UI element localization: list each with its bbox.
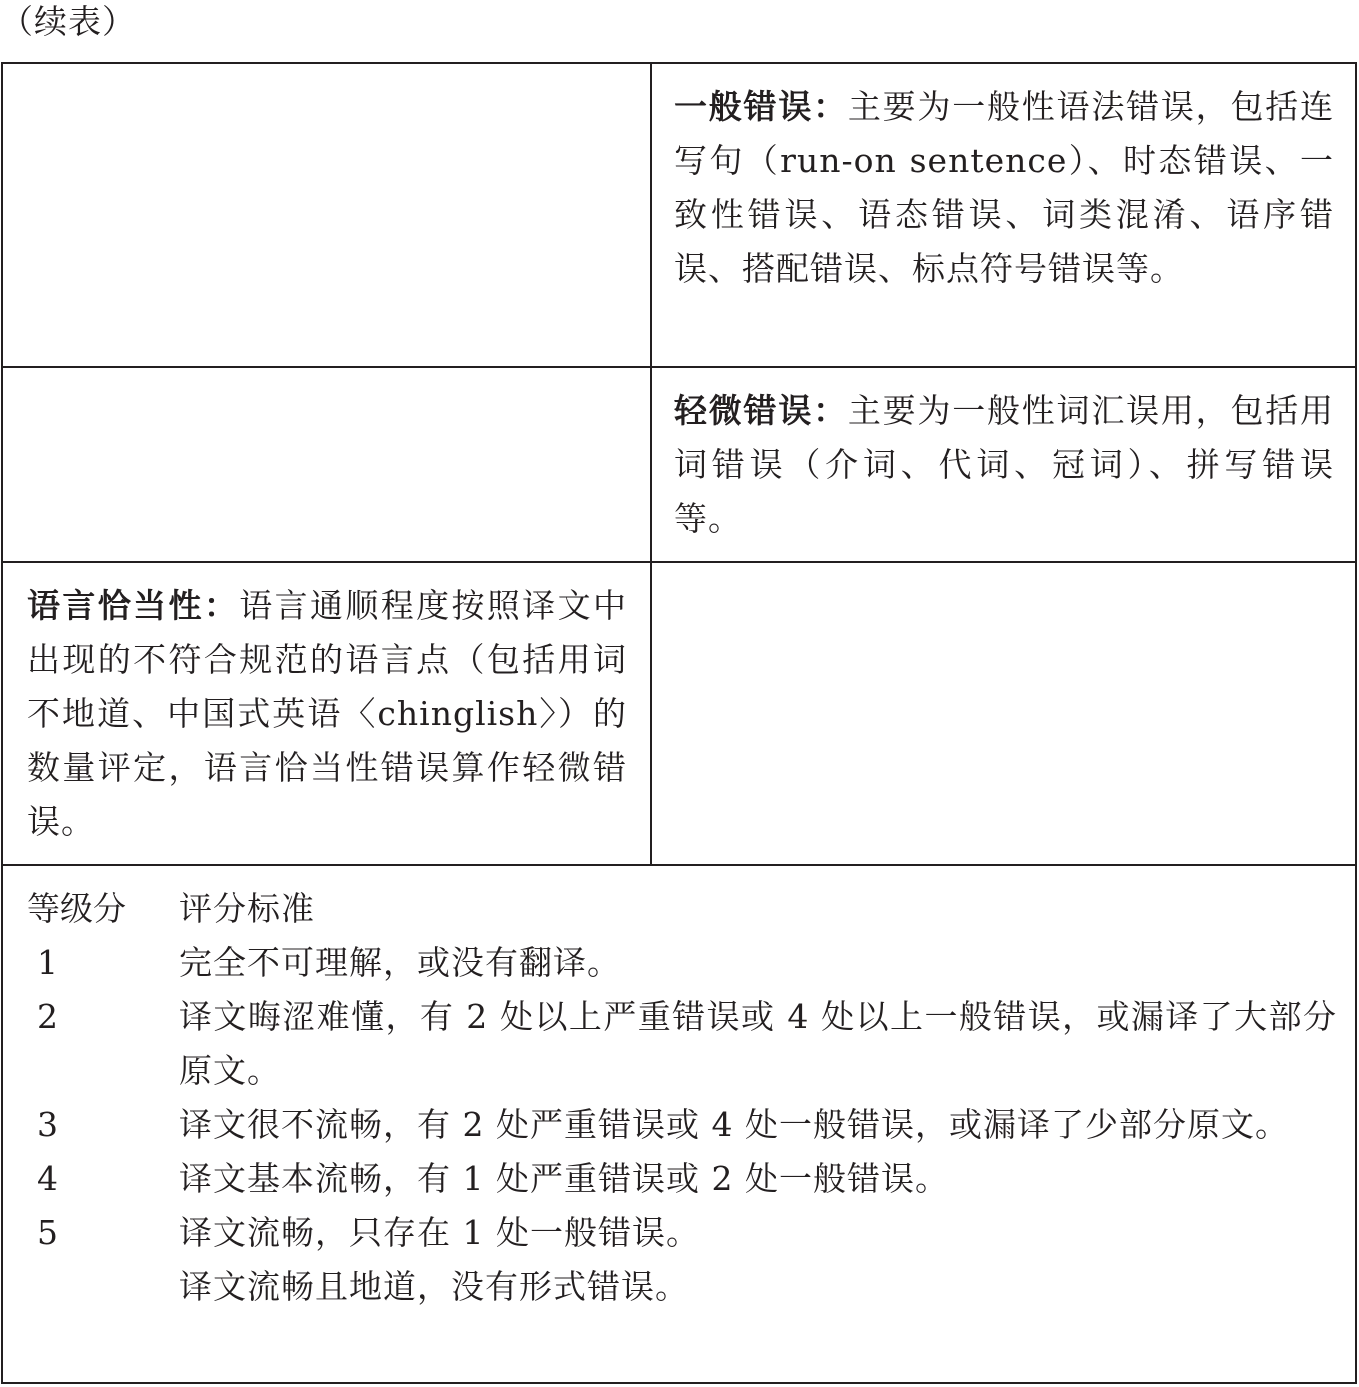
language-appropriateness-cell: [27, 579, 627, 849]
grade-level: 2: [37, 997, 58, 1036]
grade-criteria: 译文流畅，只存在 1 处一般错误。: [179, 1213, 700, 1252]
grade-criteria: 译文基本流畅，有 1 处严重错误或 2 处一般错误。: [179, 1159, 949, 1198]
grade-criteria: 完全不可理解，或没有翻译。: [179, 943, 621, 982]
grade-row: [27, 1260, 1337, 1314]
grade-criteria: 译文很不流畅，有 2 处严重错误或 4 处一般错误，或漏译了少部分原文。: [179, 1105, 1289, 1144]
row-divider: [3, 366, 1355, 368]
grade-level-header: 等级分: [27, 889, 126, 928]
minor-error-term: 轻微错误：: [674, 391, 848, 430]
language-appropriateness-description: 语言通顺程度按照译文中出现的不符合规范的语言点（包括用词不地道、中国式英语〈chinglish〉）的数量评定，语言恰当性错误算作轻微错误。: [27, 586, 627, 841]
row-divider: [3, 561, 1355, 563]
minor-error-description: 主要为一般性词汇误用，包括用词错误（介词、代词、冠词）、拼写错误等。: [674, 391, 1335, 538]
grade-row: [27, 990, 1337, 1098]
grade-scale-header: [27, 882, 1337, 936]
minor-error-cell: [674, 384, 1334, 546]
grade-criteria-header: 评分标准: [179, 889, 315, 928]
language-appropriateness-term: 语言恰当性：: [27, 586, 240, 625]
grade-scale: [27, 882, 1337, 1314]
grade-row: [27, 1098, 1337, 1152]
grade-row: [27, 936, 1337, 990]
general-error-term: 一般错误：: [674, 87, 848, 126]
grade-criteria: 译文流畅且地道，没有形式错误。: [179, 1267, 689, 1306]
grade-criteria: 译文晦涩难懂，有 2 处以上严重错误或 4 处以上一般错误，或漏译了大部分原文。: [179, 997, 1337, 1090]
grade-level: 3: [37, 1105, 58, 1144]
grade-level: 1: [37, 943, 58, 982]
scoring-table: [1, 62, 1357, 1384]
grade-row: [27, 1206, 1337, 1260]
table-continued-caption: （续表）: [0, 2, 136, 41]
general-error-description: 主要为一般性语法错误，包括连写句（run-on sentence）、时态错误、一致性错误、语态错误、词类混淆、语序错误、搭配错误、标点符号错误等。: [674, 87, 1335, 288]
column-divider: [650, 64, 652, 866]
grade-row: [27, 1152, 1337, 1206]
grade-level: 4: [37, 1159, 58, 1198]
general-error-cell: [674, 80, 1334, 296]
grade-level: 5: [37, 1213, 58, 1252]
grade-level: [27, 1260, 179, 1314]
row-divider: [3, 864, 1355, 866]
